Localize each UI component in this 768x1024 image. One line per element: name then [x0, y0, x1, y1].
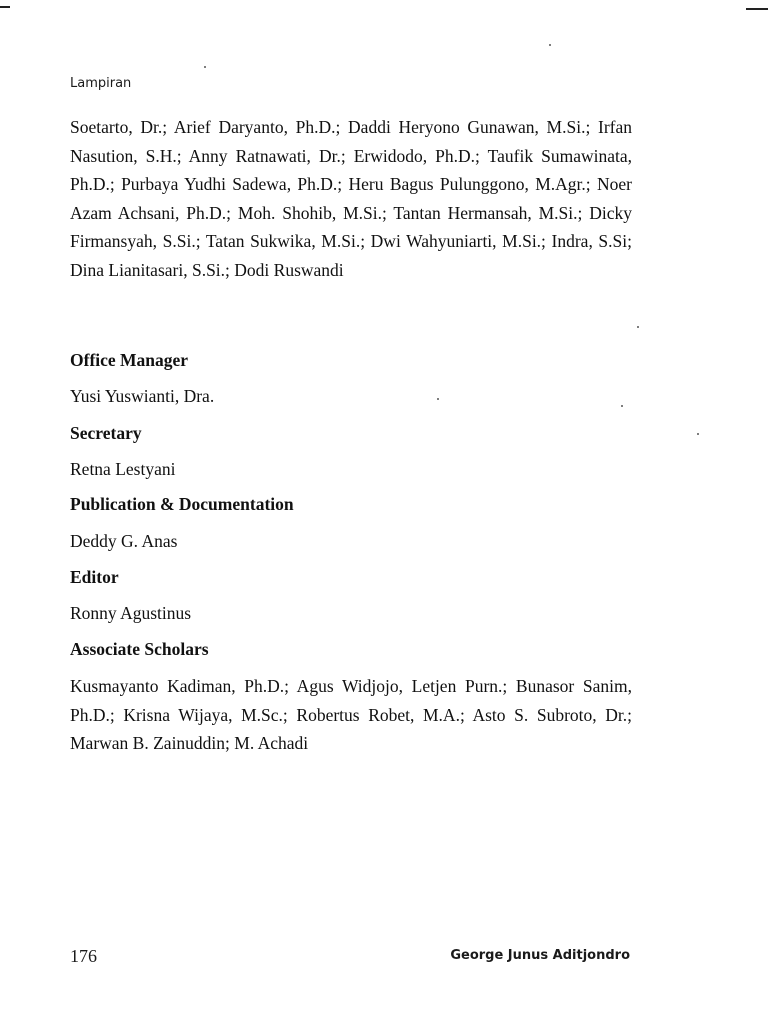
associate-scholars-list: Kusmayanto Kadiman, Ph.D.; Agus Widjojo, Letjen Purn.; Bunasor Sanim, Ph.D.; Krisna Wijaya, M.Sc.; Robertus Robet, M.A.; Asto S. Subroto, Dr.; Marwan B. Zainuddin; M. Achadi	[70, 676, 632, 753]
page-number: 176	[70, 946, 97, 966]
editor-heading: Editor	[70, 567, 119, 587]
scan-speck	[204, 66, 206, 68]
scan-corner-mark-right	[746, 8, 768, 10]
scan-speck	[437, 398, 439, 400]
office-manager-heading: Office Manager	[70, 350, 189, 370]
secretary-heading: Secretary	[70, 423, 142, 443]
scan-speck	[637, 326, 639, 328]
office-manager-name: Yusi Yuswianti, Dra.	[70, 386, 215, 406]
running-head: Lampiran	[70, 76, 132, 91]
editor-name: Ronny Agustinus	[70, 603, 192, 623]
scan-speck	[621, 405, 623, 407]
scan-speck	[697, 433, 699, 435]
author-footer: George Junus Aditjondro	[450, 948, 630, 963]
scan-speck	[549, 44, 551, 46]
contributor-list-paragraph: Soetarto, Dr.; Arief Daryanto, Ph.D.; Daddi Heryono Gunawan, M.Si.; Irfan Nasution, S.H.; Anny Ratnawati, Dr.; Erwidodo, Ph.D.; Taufik Sumawinata, Ph.D.; Purbaya Yudhi Sadewa, Ph.D.; Heru Bagus Pulunggono, M.Agr.; Noer Azam Achsani, Ph.D.; Moh. Shohib, M.Si.; Tantan Hermansah, M.Si.; Dicky Firmansyah, S.Si.; Tatan Sukwika, M.Si.; Dwi Wahyuniarti, M.Si.; Indra, S.Si; Dina Lianitasari, S.Si.; Dodi Ruswandi	[70, 117, 632, 280]
publication-documentation-name: Deddy G. Anas	[70, 531, 178, 551]
publication-documentation-heading: Publication & Documentation	[70, 494, 294, 514]
secretary-name: Retna Lestyani	[70, 459, 176, 479]
associate-scholars-heading: Associate Scholars	[70, 639, 209, 659]
scan-corner-mark-left	[0, 6, 10, 8]
